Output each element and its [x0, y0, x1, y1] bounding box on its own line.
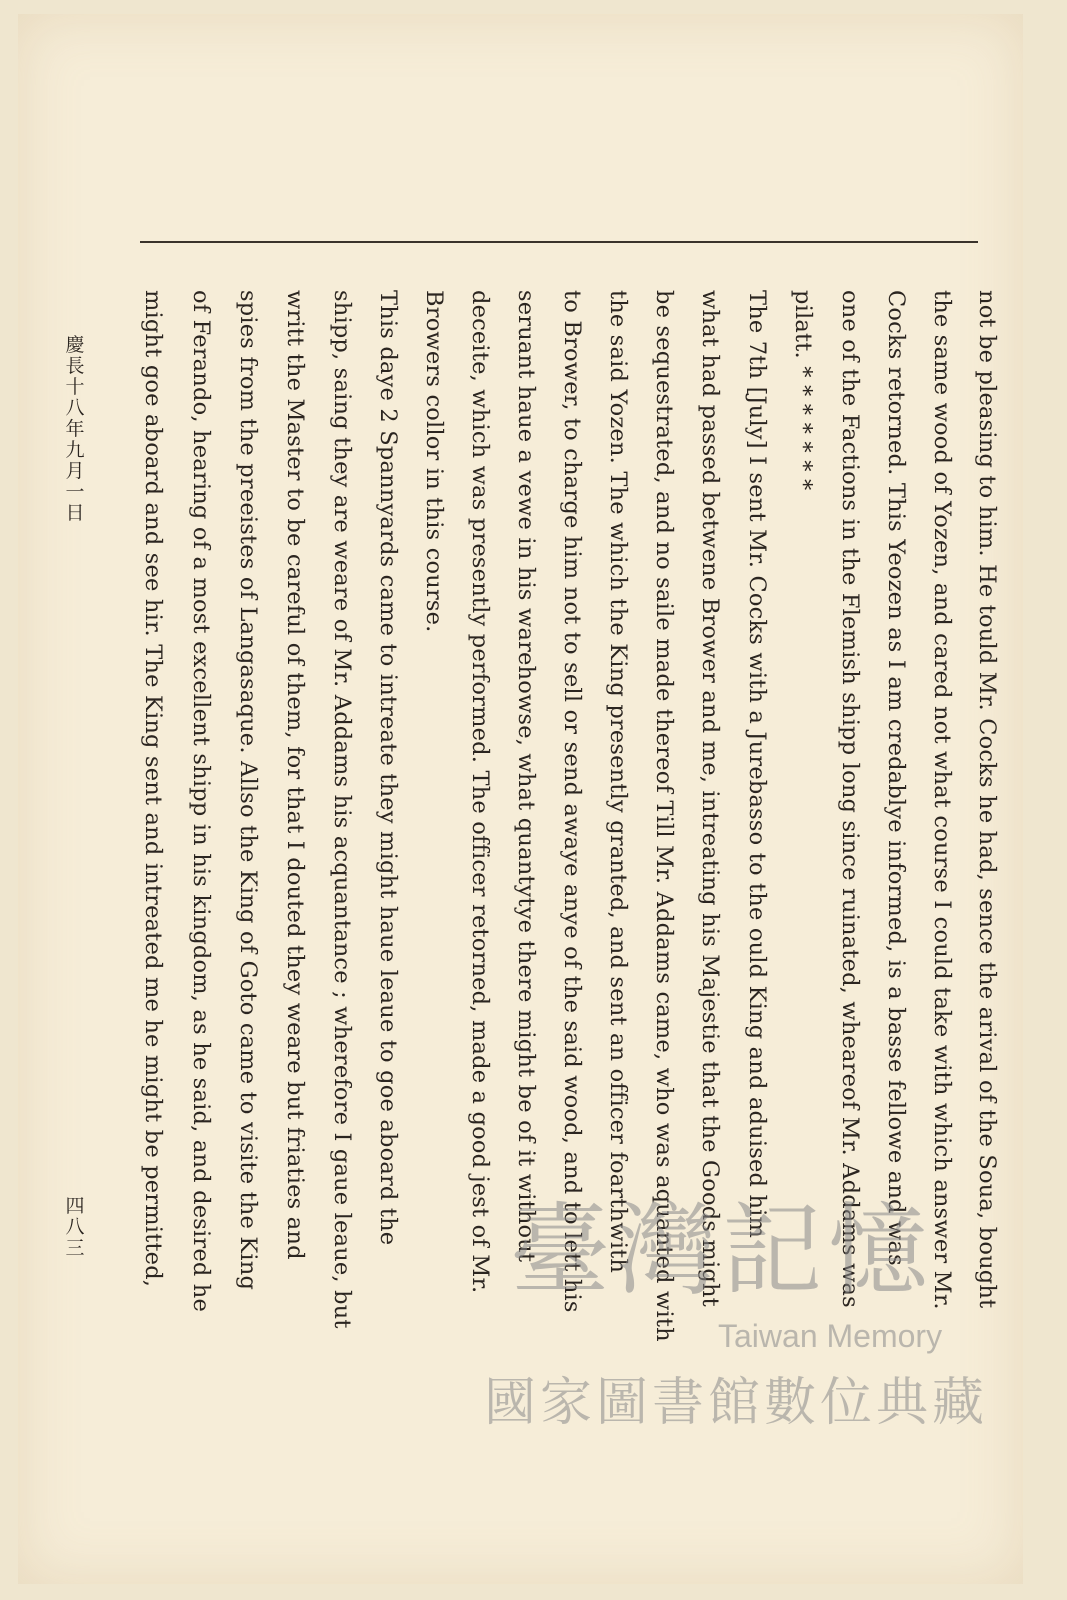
text-line: what had passed betwene Brower and me, intreating his Majestie that the Goods might — [697, 290, 723, 1307]
text-line: spies from the preeistes of Langasaque. Allso the King of Goto came to visite the King — [235, 290, 261, 1291]
text-line: Browers collor in this course. — [421, 290, 447, 633]
text-line: The 7th [July] I sent Mr. Cocks with a Jurebasso to the ould King and aduised him — [744, 290, 770, 1239]
text-line: This daye 2 Spannyards came to intreate they might haue leaue to goe aboard the — [375, 290, 401, 1246]
header-rule — [140, 241, 978, 243]
text-line: deceite, which was presently performed. The officer retorned, made a good jest of Mr. — [467, 290, 493, 1294]
text-line: might goe aboard and see hir. The King sent and intreated me he might be permitted, — [140, 290, 166, 1288]
text-line: shipp, saing they are weare of Mr. Addams his acquantance ; wherefore I gaue leaue, but — [329, 290, 355, 1329]
page-number: 四八三 — [65, 1195, 85, 1259]
text-line: be sequestrated, and no saile made thereof Till Mr. Addams came, who was aquanted with — [651, 290, 677, 1342]
text-line: to Brower, to charge him not to sell or send awaye anye of the said wood, and to lett his — [559, 290, 585, 1313]
text-line: one of the Factions in the Flemish shipp long since ruinated, wheareof Mr. Addams was — [837, 290, 863, 1308]
watermark-subtitle-cn: 國家圖書館數位典藏 — [484, 1373, 989, 1433]
text-line: writt the Master to be careful of them, for that I douted they weare but friaties and — [282, 290, 308, 1260]
watermark-title-cn: 臺灣記憶 — [510, 1192, 934, 1309]
text-line: seruant haue a vewe in his warehowse, what quantytye there might be of it without — [513, 290, 539, 1263]
text-line: Cocks retorned. This Yeozen as I am credablye informed, is a basse fellowe and was — [883, 290, 909, 1266]
margin-date-note: 慶長十八年九月一日 — [65, 334, 85, 524]
text-line: not be pleasing to him. He tould Mr. Cocks he had, sence the arival of the Soua, bought — [974, 290, 1000, 1309]
text-line: pilatt. * * * * * * * — [790, 290, 816, 491]
text-line: the same wood of Yozen, and cared not what course I could take with which answer Mr. — [929, 290, 955, 1310]
text-line: of Ferando, hearing of a most excellent shipp in his kingdom, as he said, and desired he — [188, 290, 214, 1313]
text-line: the said Yozen. The which the King presently granted, and sent an officer foarthwith — [605, 290, 631, 1274]
watermark-title-en: Taiwan Memory — [718, 1318, 943, 1354]
watermark-logo — [470, 1170, 990, 1440]
